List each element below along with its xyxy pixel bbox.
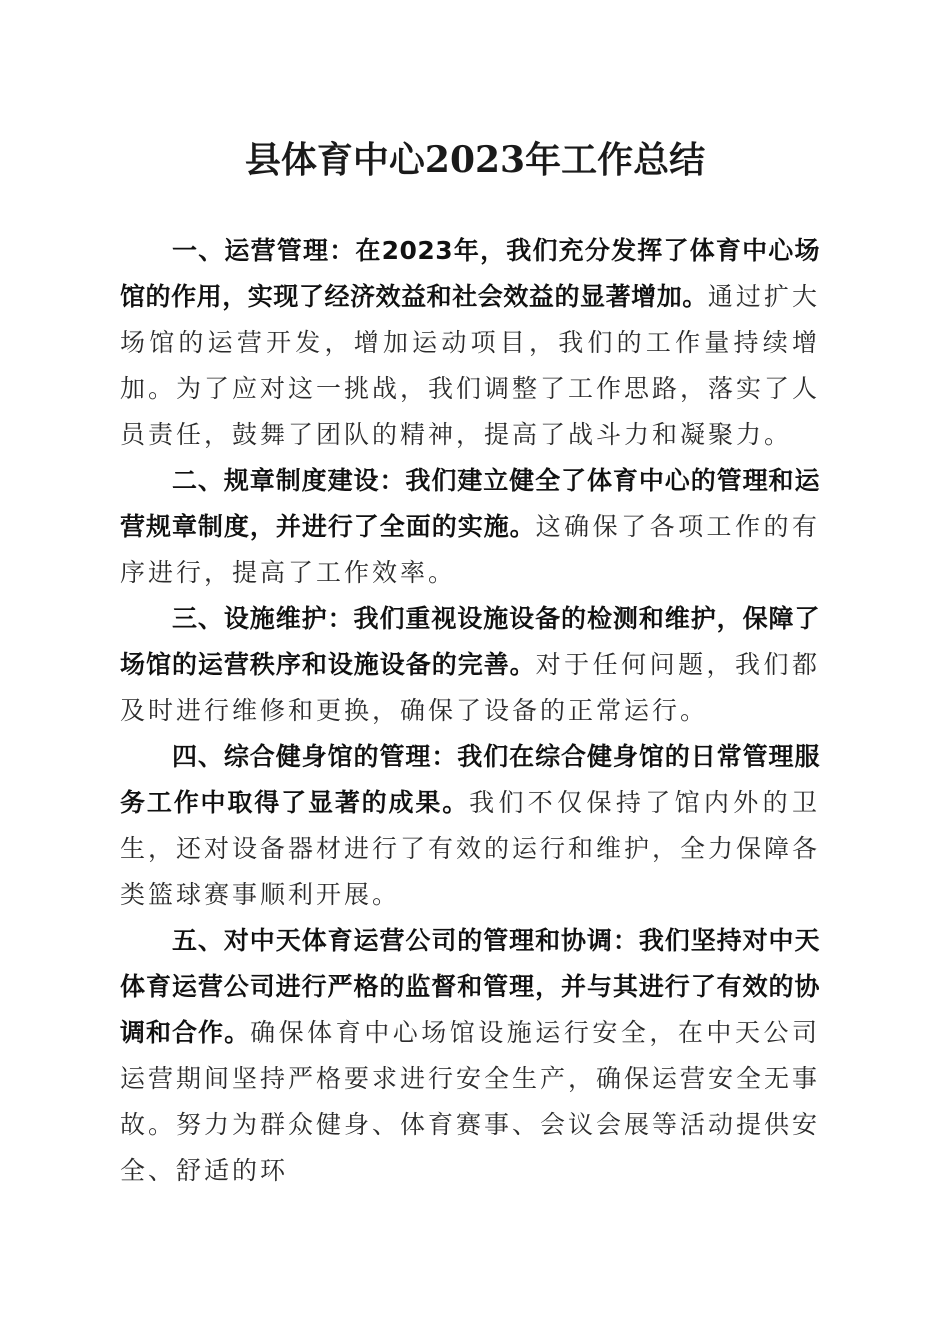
document-body (120, 228, 820, 1194)
paragraph-text: 通过扩大场馆的运营开发，增加运动项目，我们的工作量持续增加。为了应对这一挑战，我们调整了工作思路，落实了人员责任，鼓舞了团队的精神，提高了战斗力和凝聚力。 (120, 282, 821, 449)
paragraph-lead: 一、运营管理：在2023年，我们充分发挥了体育中心场馆的作用，实现了经济效益和社会效益的显著增加。 (120, 236, 820, 311)
paragraph-zhongtian-coordination (120, 918, 820, 1194)
paragraph-lead: 三、设施维护：我们重视设施设备的检测和维护，保障了场馆的运营秩序和设施设备的完善。 (120, 604, 820, 679)
paragraph-rules-construction (120, 458, 820, 596)
paragraph-facility-maintenance (120, 596, 820, 734)
paragraph-text: 确保体育中心场馆设施运行安全，在中天公司运营期间坚持严格要求进行安全生产，确保运营安全无事故。努力为群众健身、体育赛事、会议会展等活动提供安全、舒适的环 (120, 1018, 821, 1185)
paragraph-lead: 五、对中天体育运营公司的管理和协调：我们坚持对中天体育运营公司进行严格的监督和管理，并与其进行了有效的协调和合作。 (120, 926, 820, 1047)
paragraph-text: 这确保了各项工作的有序进行，提高了工作效率。 (120, 512, 820, 587)
paragraph-lead: 四、综合健身馆的管理：我们在综合健身馆的日常管理服务工作中取得了显著的成果。 (120, 742, 820, 817)
paragraph-text: 对于任何问题，我们都及时进行维修和更换，确保了设备的正常运行。 (120, 650, 820, 725)
document-title: 县体育中心2023年工作总结 (244, 139, 706, 181)
paragraph-operations-management (120, 228, 820, 458)
paragraph-text: 我们不仅保持了馆内外的卫生，还对设备器材进行了有效的运行和维护，全力保障各类篮球赛事顺利开展。 (120, 788, 821, 909)
paragraph-gym-management (120, 734, 820, 918)
paragraph-lead: 二、规章制度建设：我们建立健全了体育中心的管理和运营规章制度，并进行了全面的实施。 (120, 466, 820, 541)
